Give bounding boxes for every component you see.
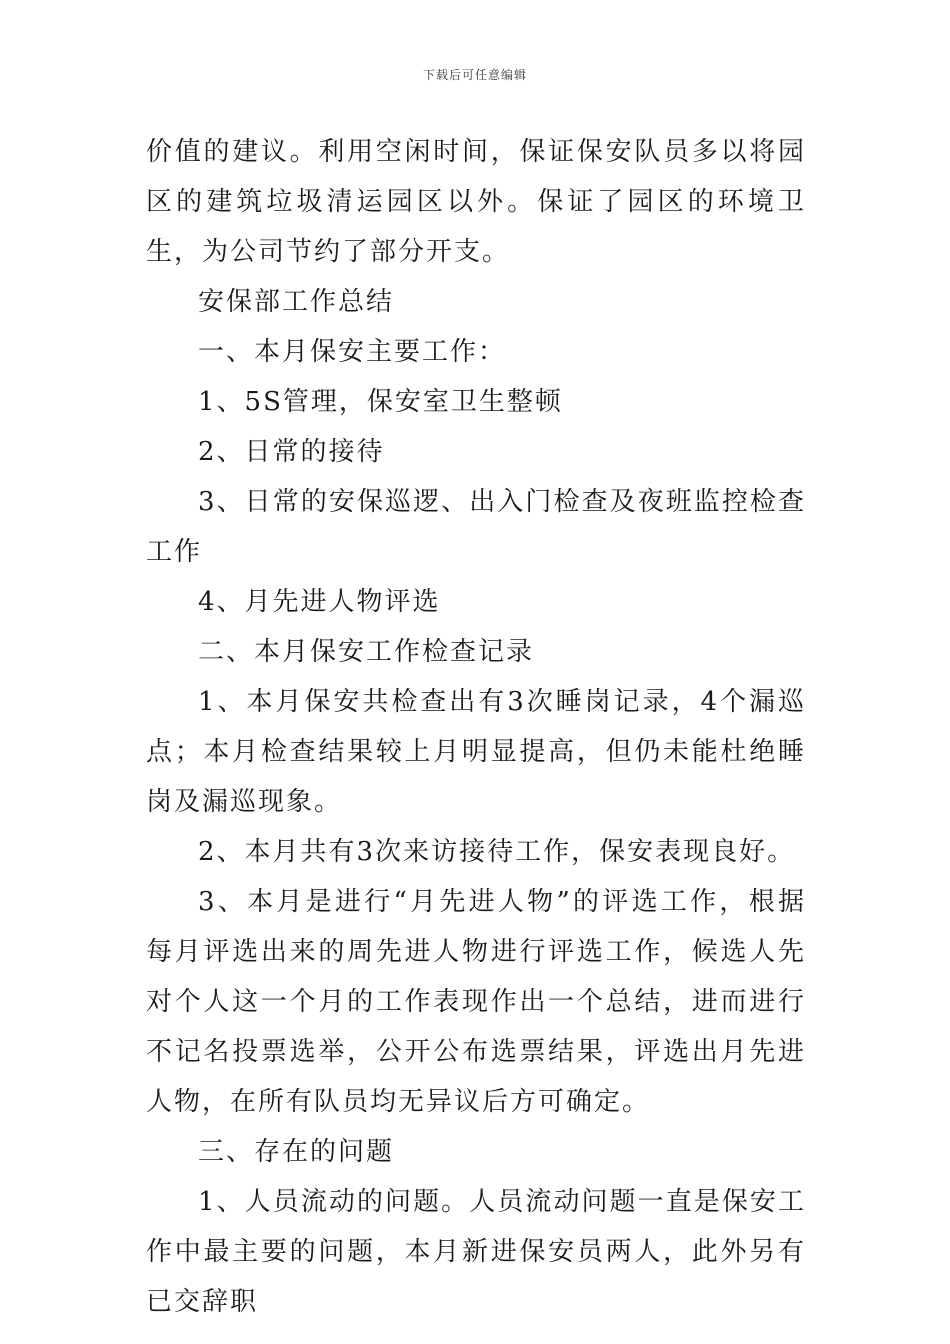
paragraph: 3、本月是进行“月先进人物”的评选工作，根据每月评选出来的周先进人物进行评选工作，候选人先对个人这一个月的工作表现作出一个总结，进而进行不记名投票选举，公开公布选票结果，评选出月先进人物，在所有队员均无异议后方可确定。 <box>146 887 806 1117</box>
paragraph: 2、本月共有3次来访接待工作，保安表现良好。 <box>198 837 796 867</box>
page-header-note: 下载后可任意编辑 <box>422 68 527 82</box>
section-title: 安保部工作总结 <box>198 287 395 317</box>
heading-inspection-record: 二、本月保安工作检查记录 <box>198 637 535 667</box>
paragraph: 1、人员流动的问题。人员流动问题一直是保安工作中最主要的问题，本月新进保安员两人，此外另有已交辞职 <box>146 1187 806 1317</box>
heading-main-work: 一、本月保安主要工作： <box>198 337 507 367</box>
list-item: 3、日常的安保巡逻、出入门检查及夜班监控检查工作 <box>146 487 806 567</box>
paragraph: 1、本月保安共检查出有3次睡岗记录，4个漏巡点；本月检查结果较上月明显提高，但仍未能杜绝睡岗及漏巡现象。 <box>146 687 806 817</box>
list-item: 2、日常的接待 <box>198 437 385 467</box>
heading-problems: 三、存在的问题 <box>198 1137 395 1167</box>
list-item: 4、月先进人物评选 <box>198 587 441 617</box>
list-item: 1、5S管理，保安室卫生整顿 <box>198 387 563 417</box>
document-body <box>146 127 806 1327</box>
paragraph-continuation: 价值的建议。利用空闲时间，保证保安队员多以将园区的建筑垃圾清运园区以外。保证了园区的环境卫生，为公司节约了部分开支。 <box>146 137 806 267</box>
